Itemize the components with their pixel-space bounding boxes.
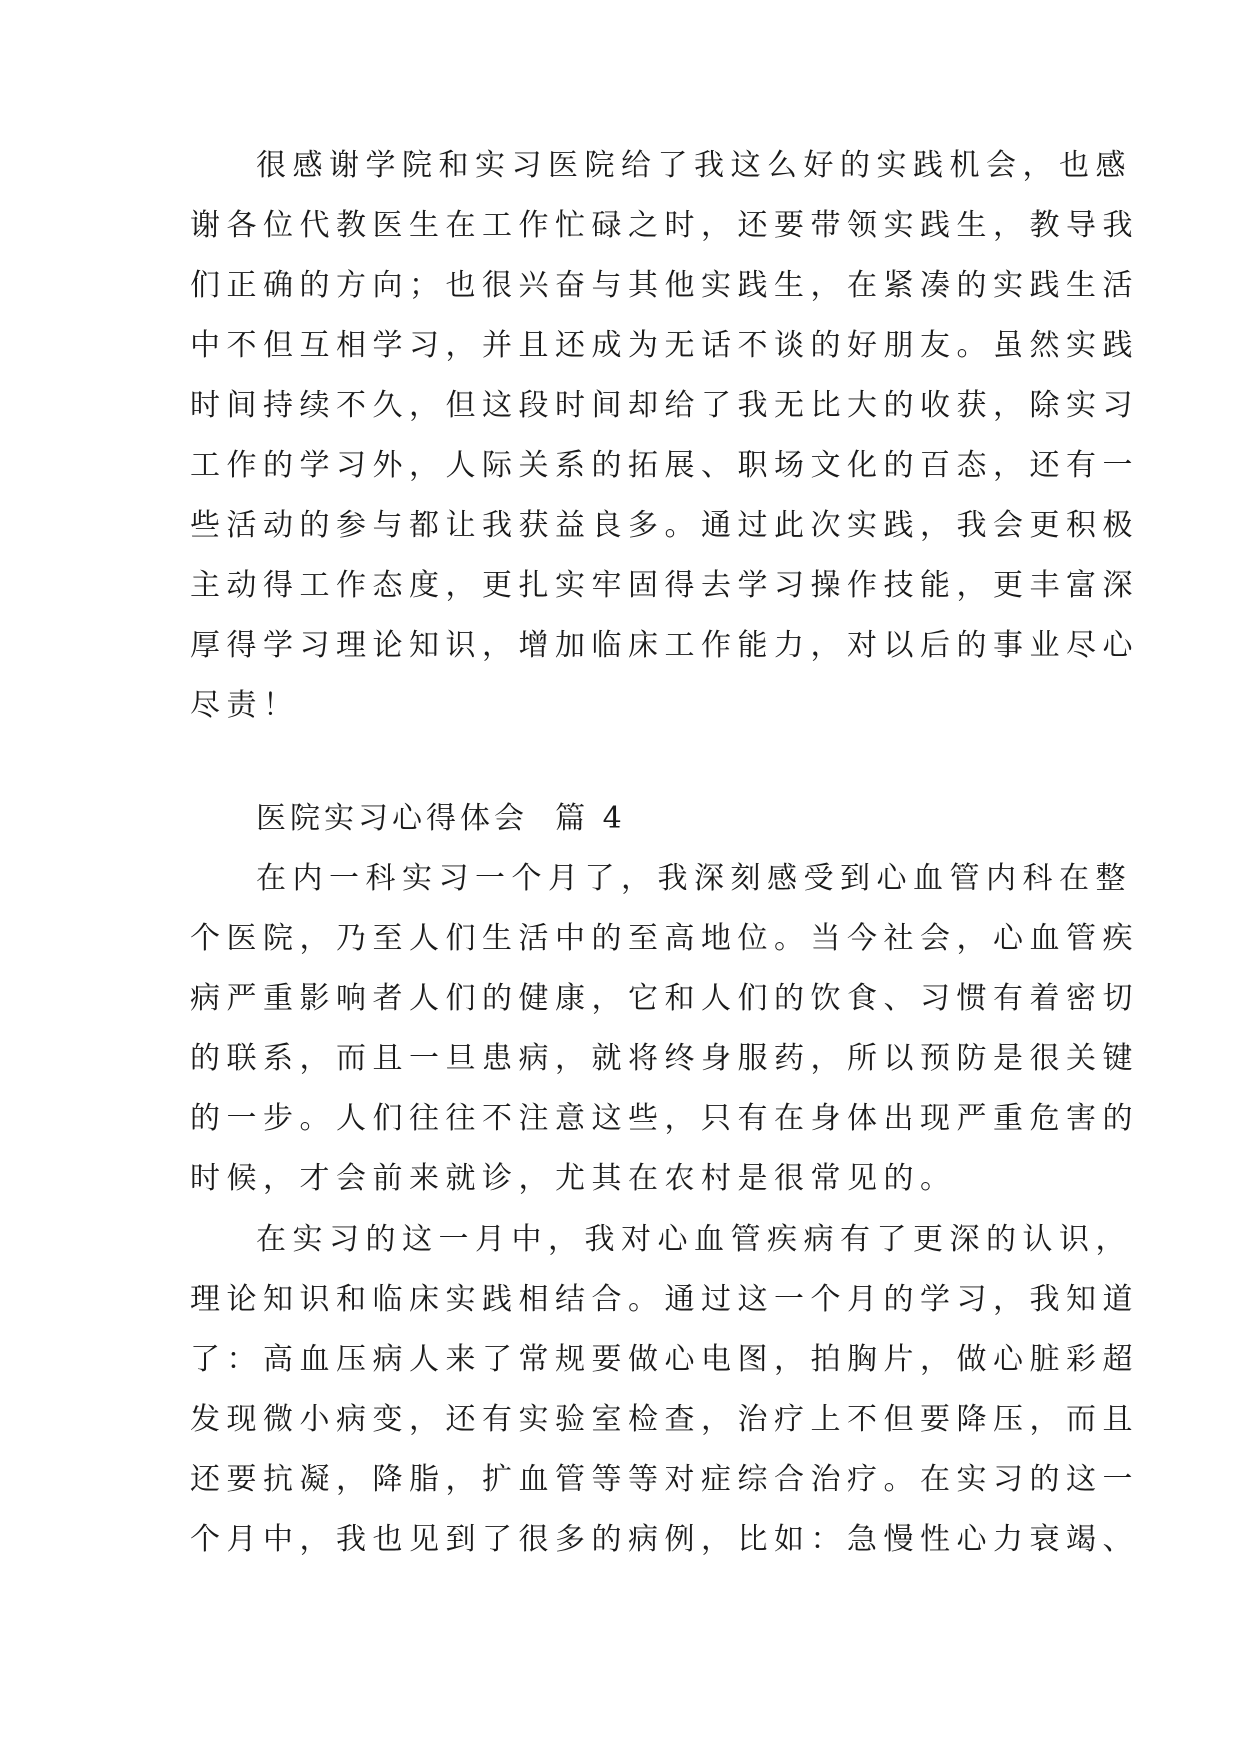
paragraph-line: 中不但互相学习，并且还成为无话不谈的好朋友。虽然实践 <box>190 328 1139 363</box>
paragraph-line: 了：高血压病人来了常规要做心电图，拍胸片，做心脏彩超 <box>190 1342 1139 1377</box>
paragraph-2 <box>190 849 1139 1209</box>
paragraph-line: 个医院，乃至人们生活中的至高地位。当今社会，心血管疾 <box>190 921 1139 956</box>
paragraph-line: 个月中，我也见到了很多的病例，比如：急慢性心力衰竭、 <box>190 1522 1139 1557</box>
paragraph-line: 很感谢学院和实习医院给了我这么好的实践机会，也感 <box>256 148 1132 183</box>
paragraph-line: 病严重影响者人们的健康，它和人们的饮食、习惯有着密切 <box>190 981 1139 1016</box>
paragraph-3 <box>190 1210 1139 1570</box>
paragraph-line: 们正确的方向；也很兴奋与其他实践生，在紧凑的实践生活 <box>190 268 1139 303</box>
paragraph-line: 发现微小病变，还有实验室检查，治疗上不但要降压，而且 <box>190 1402 1139 1437</box>
section-heading: 医院实习心得体会 篇 4 <box>256 801 626 836</box>
paragraph-line: 时候，才会前来就诊，尤其在农村是很常见的。 <box>190 1161 957 1196</box>
paragraph-line: 厚得学习理论知识，增加临床工作能力，对以后的事业尽心 <box>190 628 1139 663</box>
paragraph-line: 的一步。人们往往不注意这些，只有在身体出现严重危害的 <box>190 1101 1139 1136</box>
paragraph-line: 在实习的这一月中，我对心血管疾病有了更深的认识， <box>256 1222 1132 1257</box>
paragraph-line: 的联系，而且一旦患病，就将终身服药，所以预防是很关键 <box>190 1041 1139 1076</box>
section-heading-block <box>190 789 1070 849</box>
paragraph-line: 在内一科实习一个月了，我深刻感受到心血管内科在整 <box>256 861 1132 896</box>
paragraph-line: 尽责！ <box>190 688 300 723</box>
paragraph-line: 理论知识和临床实践相结合。通过这一个月的学习，我知道 <box>190 1282 1139 1317</box>
paragraph-1 <box>190 136 1139 736</box>
paragraph-line: 时间持续不久，但这段时间却给了我无比大的收获，除实习 <box>190 388 1139 423</box>
paragraph-line: 谢各位代教医生在工作忙碌之时，还要带领实践生，教导我 <box>190 208 1139 243</box>
paragraph-line: 主动得工作态度，更扎实牢固得去学习操作技能，更丰富深 <box>190 568 1139 603</box>
paragraph-line: 还要抗凝，降脂，扩血管等等对症综合治疗。在实习的这一 <box>190 1462 1139 1497</box>
paragraph-line: 些活动的参与都让我获益良多。通过此次实践，我会更积极 <box>190 508 1139 543</box>
paragraph-line: 工作的学习外，人际关系的拓展、职场文化的百态，还有一 <box>190 448 1139 483</box>
